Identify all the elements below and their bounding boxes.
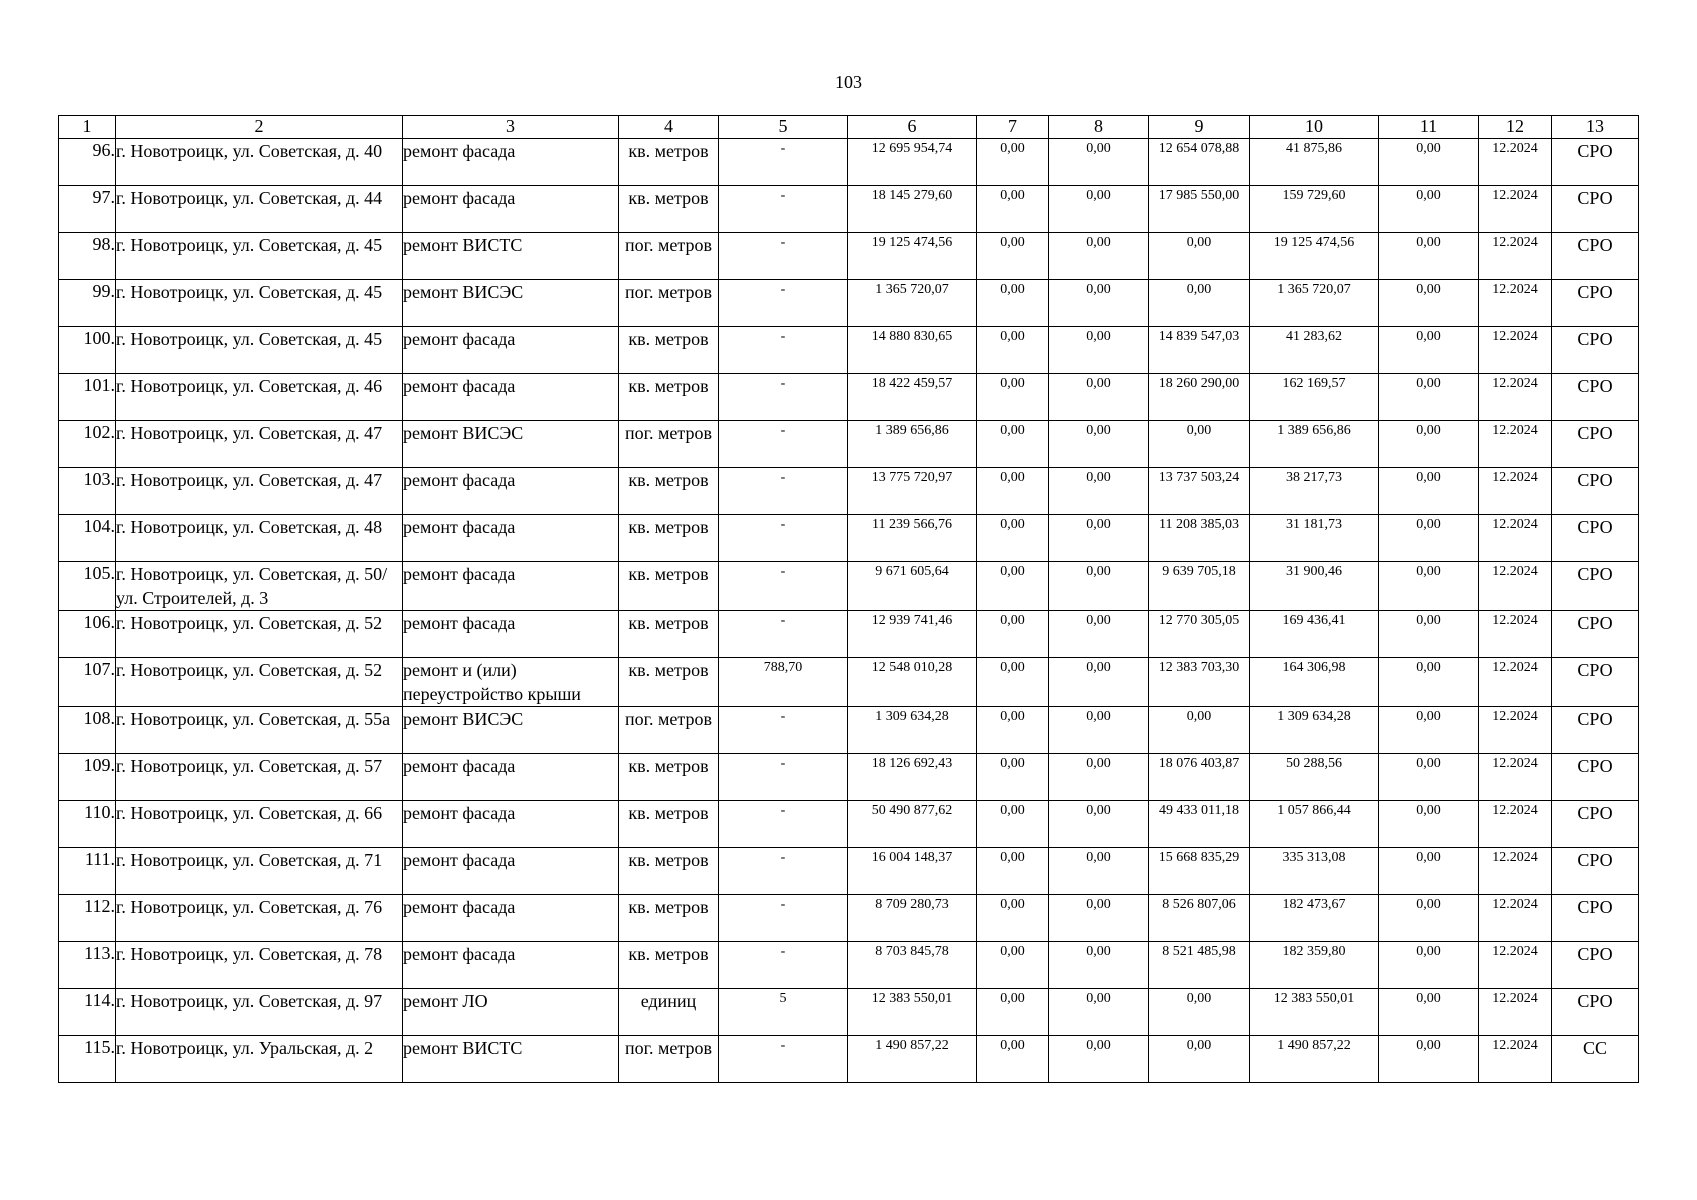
volume-cell: - — [719, 139, 848, 186]
total-cost-cell: 18 145 279,60 — [848, 186, 977, 233]
volume-cell: 788,70 — [719, 658, 848, 707]
col11-cell: 0,00 — [1379, 1036, 1479, 1083]
method-cell: СРО — [1552, 754, 1639, 801]
col7-cell: 0,00 — [977, 562, 1049, 611]
method-cell: СРО — [1552, 468, 1639, 515]
col11-cell: 0,00 — [1379, 801, 1479, 848]
row-number: 104. — [59, 515, 116, 562]
col9-cell: 15 668 835,29 — [1149, 848, 1250, 895]
volume-cell: 5 — [719, 989, 848, 1036]
volume-cell: - — [719, 801, 848, 848]
method-cell: СРО — [1552, 848, 1639, 895]
table-header — [59, 116, 1639, 139]
col10-cell: 41 283,62 — [1250, 327, 1379, 374]
table-row — [59, 611, 1639, 658]
unit-cell: единиц — [619, 989, 719, 1036]
col10-cell: 50 288,56 — [1250, 754, 1379, 801]
work-type-cell: ремонт фасада — [403, 801, 619, 848]
col10-cell: 162 169,57 — [1250, 374, 1379, 421]
address-cell: г. Новотроицк, ул. Советская, д. 78 — [116, 942, 403, 989]
work-type-cell: ремонт фасада — [403, 942, 619, 989]
col11-cell: 0,00 — [1379, 233, 1479, 280]
row-number: 112. — [59, 895, 116, 942]
row-number: 106. — [59, 611, 116, 658]
col11-cell: 0,00 — [1379, 468, 1479, 515]
col7-cell: 0,00 — [977, 848, 1049, 895]
work-type-cell: ремонт ВИСТС — [403, 233, 619, 280]
table-row — [59, 515, 1639, 562]
address-cell: г. Новотроицк, ул. Советская, д. 47 — [116, 468, 403, 515]
unit-cell: кв. метров — [619, 942, 719, 989]
table-row — [59, 754, 1639, 801]
work-type-cell: ремонт ВИСЭС — [403, 707, 619, 754]
completion-date-cell: 12.2024 — [1479, 707, 1552, 754]
table-row — [59, 280, 1639, 327]
column-header: 2 — [116, 116, 403, 139]
row-number: 113. — [59, 942, 116, 989]
col8-cell: 0,00 — [1049, 848, 1149, 895]
address-cell: г. Новотроицк, ул. Советская, д. 71 — [116, 848, 403, 895]
col8-cell: 0,00 — [1049, 754, 1149, 801]
volume-cell: - — [719, 421, 848, 468]
col8-cell: 0,00 — [1049, 989, 1149, 1036]
column-header: 1 — [59, 116, 116, 139]
unit-cell: кв. метров — [619, 186, 719, 233]
row-number: 100. — [59, 327, 116, 374]
method-cell: СРО — [1552, 139, 1639, 186]
volume-cell: - — [719, 848, 848, 895]
total-cost-cell: 12 695 954,74 — [848, 139, 977, 186]
col11-cell: 0,00 — [1379, 421, 1479, 468]
row-number: 109. — [59, 754, 116, 801]
column-header: 12 — [1479, 116, 1552, 139]
volume-cell: - — [719, 754, 848, 801]
completion-date-cell: 12.2024 — [1479, 754, 1552, 801]
volume-cell: - — [719, 1036, 848, 1083]
address-cell: г. Новотроицк, ул. Советская, д. 45 — [116, 233, 403, 280]
col9-cell: 8 521 485,98 — [1149, 942, 1250, 989]
col11-cell: 0,00 — [1379, 707, 1479, 754]
col10-cell: 41 875,86 — [1250, 139, 1379, 186]
volume-cell: - — [719, 374, 848, 421]
method-cell: СРО — [1552, 942, 1639, 989]
column-header: 7 — [977, 116, 1049, 139]
col9-cell: 13 737 503,24 — [1149, 468, 1250, 515]
total-cost-cell: 14 880 830,65 — [848, 327, 977, 374]
completion-date-cell: 12.2024 — [1479, 421, 1552, 468]
completion-date-cell: 12.2024 — [1479, 280, 1552, 327]
unit-cell: пог. метров — [619, 1036, 719, 1083]
col7-cell: 0,00 — [977, 374, 1049, 421]
row-number: 108. — [59, 707, 116, 754]
work-type-cell: ремонт фасада — [403, 468, 619, 515]
col9-cell: 0,00 — [1149, 280, 1250, 327]
row-number: 111. — [59, 848, 116, 895]
col9-cell: 12 770 305,05 — [1149, 611, 1250, 658]
col7-cell: 0,00 — [977, 421, 1049, 468]
row-number: 103. — [59, 468, 116, 515]
volume-cell: - — [719, 611, 848, 658]
unit-cell: пог. метров — [619, 280, 719, 327]
col10-cell: 1 309 634,28 — [1250, 707, 1379, 754]
volume-cell: - — [719, 515, 848, 562]
address-cell: г. Новотроицк, ул. Советская, д. 55а — [116, 707, 403, 754]
col8-cell: 0,00 — [1049, 611, 1149, 658]
col10-cell: 164 306,98 — [1250, 658, 1379, 707]
address-cell: г. Новотроицк, ул. Советская, д. 52 — [116, 611, 403, 658]
col9-cell: 18 076 403,87 — [1149, 754, 1250, 801]
completion-date-cell: 12.2024 — [1479, 801, 1552, 848]
volume-cell: - — [719, 327, 848, 374]
unit-cell: пог. метров — [619, 707, 719, 754]
method-cell: СРО — [1552, 280, 1639, 327]
completion-date-cell: 12.2024 — [1479, 186, 1552, 233]
col11-cell: 0,00 — [1379, 989, 1479, 1036]
column-header: 11 — [1379, 116, 1479, 139]
col8-cell: 0,00 — [1049, 942, 1149, 989]
col11-cell: 0,00 — [1379, 327, 1479, 374]
row-number: 101. — [59, 374, 116, 421]
total-cost-cell: 1 389 656,86 — [848, 421, 977, 468]
col9-cell: 12 654 078,88 — [1149, 139, 1250, 186]
total-cost-cell: 8 709 280,73 — [848, 895, 977, 942]
work-type-cell: ремонт ЛО — [403, 989, 619, 1036]
table-row — [59, 942, 1639, 989]
row-number: 114. — [59, 989, 116, 1036]
unit-cell: кв. метров — [619, 801, 719, 848]
volume-cell: - — [719, 186, 848, 233]
address-cell: г. Новотроицк, ул. Советская, д. 46 — [116, 374, 403, 421]
col10-cell: 159 729,60 — [1250, 186, 1379, 233]
total-cost-cell: 13 775 720,97 — [848, 468, 977, 515]
col9-cell: 0,00 — [1149, 233, 1250, 280]
col9-cell: 8 526 807,06 — [1149, 895, 1250, 942]
col8-cell: 0,00 — [1049, 186, 1149, 233]
table-row — [59, 374, 1639, 421]
row-number: 105. — [59, 562, 116, 611]
col11-cell: 0,00 — [1379, 895, 1479, 942]
row-number: 110. — [59, 801, 116, 848]
address-cell: г. Новотроицк, ул. Советская, д. 50/ул. Строителей, д. 3 — [116, 562, 403, 611]
col11-cell: 0,00 — [1379, 754, 1479, 801]
col11-cell: 0,00 — [1379, 562, 1479, 611]
table-row — [59, 139, 1639, 186]
col10-cell: 1 389 656,86 — [1250, 421, 1379, 468]
row-number: 98. — [59, 233, 116, 280]
row-number: 115. — [59, 1036, 116, 1083]
total-cost-cell: 16 004 148,37 — [848, 848, 977, 895]
work-type-cell: ремонт фасада — [403, 186, 619, 233]
method-cell: СРО — [1552, 374, 1639, 421]
address-cell: г. Новотроицк, ул. Советская, д. 57 — [116, 754, 403, 801]
col8-cell: 0,00 — [1049, 515, 1149, 562]
method-cell: СРО — [1552, 611, 1639, 658]
unit-cell: кв. метров — [619, 139, 719, 186]
method-cell: СРО — [1552, 186, 1639, 233]
col8-cell: 0,00 — [1049, 421, 1149, 468]
completion-date-cell: 12.2024 — [1479, 374, 1552, 421]
address-cell: г. Новотроицк, ул. Советская, д. 45 — [116, 280, 403, 327]
col8-cell: 0,00 — [1049, 468, 1149, 515]
address-cell: г. Новотроицк, ул. Советская, д. 47 — [116, 421, 403, 468]
col10-cell: 182 473,67 — [1250, 895, 1379, 942]
total-cost-cell: 11 239 566,76 — [848, 515, 977, 562]
col10-cell: 31 900,46 — [1250, 562, 1379, 611]
completion-date-cell: 12.2024 — [1479, 562, 1552, 611]
volume-cell: - — [719, 233, 848, 280]
total-cost-cell: 18 422 459,57 — [848, 374, 977, 421]
work-type-cell: ремонт ВИСЭС — [403, 421, 619, 468]
col10-cell: 1 490 857,22 — [1250, 1036, 1379, 1083]
completion-date-cell: 12.2024 — [1479, 848, 1552, 895]
col7-cell: 0,00 — [977, 942, 1049, 989]
unit-cell: кв. метров — [619, 658, 719, 707]
col8-cell: 0,00 — [1049, 280, 1149, 327]
total-cost-cell: 12 548 010,28 — [848, 658, 977, 707]
total-cost-cell: 12 939 741,46 — [848, 611, 977, 658]
total-cost-cell: 1 309 634,28 — [848, 707, 977, 754]
volume-cell: - — [719, 562, 848, 611]
col9-cell: 9 639 705,18 — [1149, 562, 1250, 611]
address-cell: г. Новотроицк, ул. Советская, д. 66 — [116, 801, 403, 848]
method-cell: СРО — [1552, 989, 1639, 1036]
completion-date-cell: 12.2024 — [1479, 611, 1552, 658]
total-cost-cell: 9 671 605,64 — [848, 562, 977, 611]
volume-cell: - — [719, 468, 848, 515]
unit-cell: кв. метров — [619, 468, 719, 515]
col8-cell: 0,00 — [1049, 658, 1149, 707]
work-type-cell: ремонт фасада — [403, 327, 619, 374]
unit-cell: пог. метров — [619, 421, 719, 468]
col11-cell: 0,00 — [1379, 186, 1479, 233]
total-cost-cell: 1 365 720,07 — [848, 280, 977, 327]
col7-cell: 0,00 — [977, 186, 1049, 233]
work-type-cell: ремонт фасада — [403, 515, 619, 562]
col11-cell: 0,00 — [1379, 658, 1479, 707]
unit-cell: кв. метров — [619, 515, 719, 562]
col8-cell: 0,00 — [1049, 895, 1149, 942]
row-number: 102. — [59, 421, 116, 468]
completion-date-cell: 12.2024 — [1479, 942, 1552, 989]
col7-cell: 0,00 — [977, 468, 1049, 515]
col11-cell: 0,00 — [1379, 374, 1479, 421]
col10-cell: 335 313,08 — [1250, 848, 1379, 895]
col10-cell: 1 057 866,44 — [1250, 801, 1379, 848]
col7-cell: 0,00 — [977, 754, 1049, 801]
work-type-cell: ремонт фасада — [403, 562, 619, 611]
col8-cell: 0,00 — [1049, 801, 1149, 848]
total-cost-cell: 18 126 692,43 — [848, 754, 977, 801]
row-number: 96. — [59, 139, 116, 186]
method-cell: СРО — [1552, 895, 1639, 942]
col11-cell: 0,00 — [1379, 611, 1479, 658]
col7-cell: 0,00 — [977, 233, 1049, 280]
col9-cell: 0,00 — [1149, 707, 1250, 754]
work-type-cell: ремонт фасада — [403, 895, 619, 942]
method-cell: СРО — [1552, 801, 1639, 848]
table-row — [59, 801, 1639, 848]
completion-date-cell: 12.2024 — [1479, 989, 1552, 1036]
col11-cell: 0,00 — [1379, 942, 1479, 989]
total-cost-cell: 8 703 845,78 — [848, 942, 977, 989]
row-number: 107. — [59, 658, 116, 707]
col9-cell: 12 383 703,30 — [1149, 658, 1250, 707]
total-cost-cell: 19 125 474,56 — [848, 233, 977, 280]
table-row — [59, 895, 1639, 942]
volume-cell: - — [719, 942, 848, 989]
completion-date-cell: 12.2024 — [1479, 327, 1552, 374]
address-cell: г. Новотроицк, ул. Уральская, д. 2 — [116, 1036, 403, 1083]
total-cost-cell: 50 490 877,62 — [848, 801, 977, 848]
completion-date-cell: 12.2024 — [1479, 895, 1552, 942]
col10-cell: 1 365 720,07 — [1250, 280, 1379, 327]
completion-date-cell: 12.2024 — [1479, 468, 1552, 515]
table-row — [59, 658, 1639, 707]
address-cell: г. Новотроицк, ул. Советская, д. 48 — [116, 515, 403, 562]
col8-cell: 0,00 — [1049, 707, 1149, 754]
col11-cell: 0,00 — [1379, 280, 1479, 327]
repair-registry-table — [58, 115, 1639, 1083]
col8-cell: 0,00 — [1049, 327, 1149, 374]
unit-cell: кв. метров — [619, 848, 719, 895]
table-row — [59, 989, 1639, 1036]
table-body — [59, 139, 1639, 1083]
col10-cell: 31 181,73 — [1250, 515, 1379, 562]
col9-cell: 0,00 — [1149, 989, 1250, 1036]
work-type-cell: ремонт ВИСЭС — [403, 280, 619, 327]
table-row — [59, 468, 1639, 515]
col8-cell: 0,00 — [1049, 233, 1149, 280]
unit-cell: кв. метров — [619, 611, 719, 658]
column-header: 3 — [403, 116, 619, 139]
volume-cell: - — [719, 895, 848, 942]
col7-cell: 0,00 — [977, 658, 1049, 707]
col9-cell: 0,00 — [1149, 421, 1250, 468]
address-cell: г. Новотроицк, ул. Советская, д. 97 — [116, 989, 403, 1036]
col10-cell: 12 383 550,01 — [1250, 989, 1379, 1036]
work-type-cell: ремонт фасада — [403, 611, 619, 658]
work-type-cell: ремонт и (или) переустройство крыши — [403, 658, 619, 707]
address-cell: г. Новотроицк, ул. Советская, д. 52 — [116, 658, 403, 707]
method-cell: СС — [1552, 1036, 1639, 1083]
col7-cell: 0,00 — [977, 801, 1049, 848]
column-header: 5 — [719, 116, 848, 139]
unit-cell: кв. метров — [619, 327, 719, 374]
column-header: 13 — [1552, 116, 1639, 139]
col9-cell: 18 260 290,00 — [1149, 374, 1250, 421]
col7-cell: 0,00 — [977, 989, 1049, 1036]
unit-cell: кв. метров — [619, 374, 719, 421]
col10-cell: 19 125 474,56 — [1250, 233, 1379, 280]
col10-cell: 182 359,80 — [1250, 942, 1379, 989]
method-cell: СРО — [1552, 515, 1639, 562]
table-row — [59, 1036, 1639, 1083]
volume-cell: - — [719, 280, 848, 327]
unit-cell: пог. метров — [619, 233, 719, 280]
address-cell: г. Новотроицк, ул. Советская, д. 40 — [116, 139, 403, 186]
completion-date-cell: 12.2024 — [1479, 139, 1552, 186]
column-header: 9 — [1149, 116, 1250, 139]
volume-cell: - — [719, 707, 848, 754]
completion-date-cell: 12.2024 — [1479, 515, 1552, 562]
col11-cell: 0,00 — [1379, 515, 1479, 562]
total-cost-cell: 1 490 857,22 — [848, 1036, 977, 1083]
table-row — [59, 707, 1639, 754]
column-header: 6 — [848, 116, 977, 139]
method-cell: СРО — [1552, 658, 1639, 707]
col9-cell: 17 985 550,00 — [1149, 186, 1250, 233]
method-cell: СРО — [1552, 327, 1639, 374]
page-number: 103 — [835, 72, 862, 92]
col10-cell: 169 436,41 — [1250, 611, 1379, 658]
table-row — [59, 562, 1639, 611]
table-row — [59, 327, 1639, 374]
col9-cell: 11 208 385,03 — [1149, 515, 1250, 562]
column-header: 10 — [1250, 116, 1379, 139]
col8-cell: 0,00 — [1049, 139, 1149, 186]
col7-cell: 0,00 — [977, 327, 1049, 374]
work-type-cell: ремонт фасада — [403, 754, 619, 801]
table-row — [59, 421, 1639, 468]
method-cell: СРО — [1552, 562, 1639, 611]
work-type-cell: ремонт фасада — [403, 374, 619, 421]
address-cell: г. Новотроицк, ул. Советская, д. 76 — [116, 895, 403, 942]
col11-cell: 0,00 — [1379, 139, 1479, 186]
col7-cell: 0,00 — [977, 280, 1049, 327]
work-type-cell: ремонт фасада — [403, 139, 619, 186]
completion-date-cell: 12.2024 — [1479, 1036, 1552, 1083]
column-header: 8 — [1049, 116, 1149, 139]
total-cost-cell: 12 383 550,01 — [848, 989, 977, 1036]
row-number: 97. — [59, 186, 116, 233]
work-type-cell: ремонт фасада — [403, 848, 619, 895]
unit-cell: кв. метров — [619, 562, 719, 611]
col8-cell: 0,00 — [1049, 1036, 1149, 1083]
col11-cell: 0,00 — [1379, 848, 1479, 895]
method-cell: СРО — [1552, 707, 1639, 754]
work-type-cell: ремонт ВИСТС — [403, 1036, 619, 1083]
col10-cell: 38 217,73 — [1250, 468, 1379, 515]
address-cell: г. Новотроицк, ул. Советская, д. 45 — [116, 327, 403, 374]
col7-cell: 0,00 — [977, 707, 1049, 754]
method-cell: СРО — [1552, 421, 1639, 468]
row-number: 99. — [59, 280, 116, 327]
header-row — [59, 116, 1639, 139]
unit-cell: кв. метров — [619, 895, 719, 942]
col7-cell: 0,00 — [977, 611, 1049, 658]
address-cell: г. Новотроицк, ул. Советская, д. 44 — [116, 186, 403, 233]
col7-cell: 0,00 — [977, 1036, 1049, 1083]
completion-date-cell: 12.2024 — [1479, 233, 1552, 280]
col9-cell: 0,00 — [1149, 1036, 1250, 1083]
method-cell: СРО — [1552, 233, 1639, 280]
column-header: 4 — [619, 116, 719, 139]
col7-cell: 0,00 — [977, 139, 1049, 186]
col8-cell: 0,00 — [1049, 374, 1149, 421]
table-row — [59, 186, 1639, 233]
col7-cell: 0,00 — [977, 895, 1049, 942]
col8-cell: 0,00 — [1049, 562, 1149, 611]
col7-cell: 0,00 — [977, 515, 1049, 562]
completion-date-cell: 12.2024 — [1479, 658, 1552, 707]
table-row — [59, 848, 1639, 895]
unit-cell: кв. метров — [619, 754, 719, 801]
col9-cell: 49 433 011,18 — [1149, 801, 1250, 848]
col9-cell: 14 839 547,03 — [1149, 327, 1250, 374]
table-row — [59, 233, 1639, 280]
